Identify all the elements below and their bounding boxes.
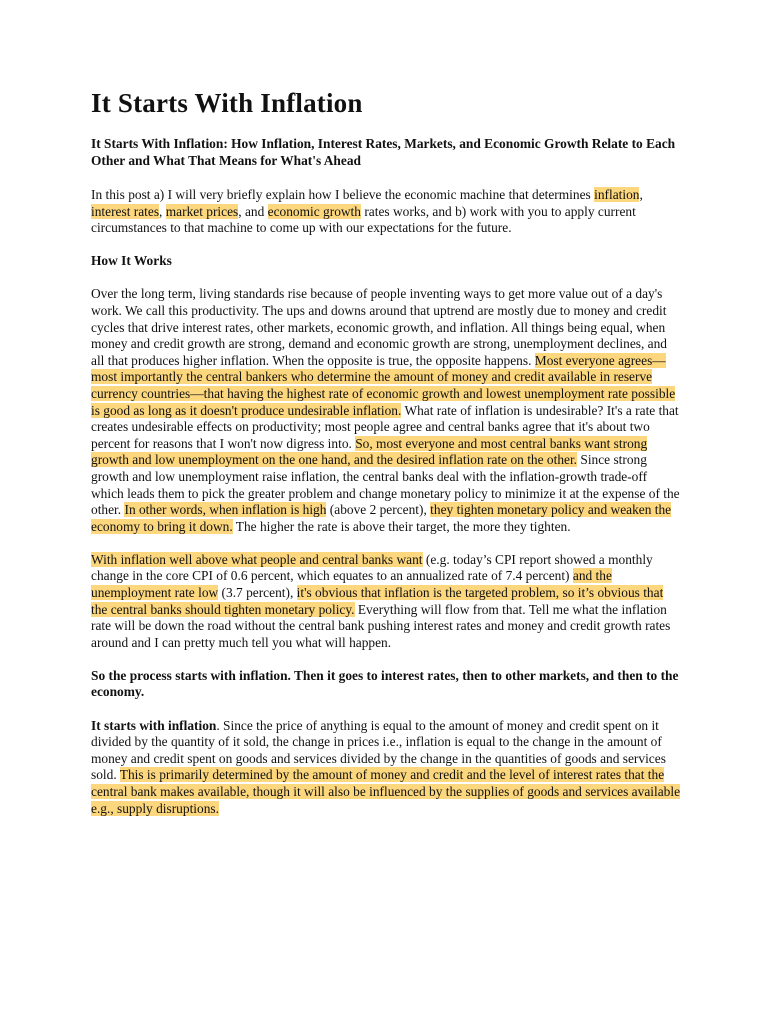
section-heading: How It Works <box>91 253 172 269</box>
page-subtitle: It Starts With Inflation: How Inflation, Interest Rates, Markets, and Economic Growth Relate to Each Other and What That Means for What's Ahead <box>91 136 676 168</box>
intro-text-3: , <box>159 203 166 219</box>
intro-text-1: In this post a) I will very briefly explain how I believe the economic machine that determines <box>91 187 595 202</box>
para1-highlight-4: they tighten monetary policy and weaken the economy to bring it down. <box>91 502 672 534</box>
para1-highlight-1: Most everyone agrees—most importantly the central bankers who determine the amount of money and credit available in reserve currency countries—that having the highest rate of economic growth and lowest unemployment rate possible is good as long as it doesn't produce undesirable inflation. <box>91 352 676 418</box>
para1-text-5: The higher the rate is above their target, the more they tighten. <box>232 518 571 534</box>
highlight-economic-growth: economic growth <box>267 203 361 219</box>
para3-bold-lead: It starts with inflation <box>91 717 217 733</box>
para1-highlight-3: In other words, when inflation is high <box>124 502 327 518</box>
para2-highlight-1: With inflation well above what people and central banks want <box>91 551 423 567</box>
para2-text-1: (e.g. today’s CPI report showed a monthly change in the core CPI of 0.6 percent, which equates to an annualized rate of 7.4 percent) <box>91 551 653 584</box>
highlight-market-prices: market prices <box>165 203 239 219</box>
para1-text-3: Since strong growth and low unemployment raise inflation, the central banks deal with the inflation-growth trade-off which leads them to pick the greater problem and change monetary policy to minimize it at the expense of the other. <box>91 452 680 518</box>
intro-paragraph <box>91 187 681 237</box>
para2-text-3: Everything will flow from that. Tell me what the inflation rate will be down the road without the central bank pushing interest rates and money and credit growth rates around and I can pretty much tell you what will happen. <box>91 601 671 650</box>
body-paragraph-3 <box>91 718 681 818</box>
body-paragraph-2 <box>91 552 681 652</box>
bold-summary-paragraph: So the process starts with inflation. Then it goes to interest rates, then to other markets, and then to the economy. <box>91 667 679 700</box>
para2-text-2: (3.7 percent), <box>218 584 297 600</box>
intro-text-2: , <box>639 187 643 202</box>
page-title: It Starts With Inflation <box>91 88 363 118</box>
body-paragraph-1 <box>91 286 681 535</box>
para2-highlight-3: it's obvious that inflation is the targeted problem, so it’s obvious that the central banks should tighten monetary policy. <box>91 584 664 617</box>
para1-text-4: (above 2 percent), <box>326 502 431 518</box>
highlight-interest-rates: interest rates <box>91 203 160 219</box>
intro-text-4: , and <box>238 203 268 219</box>
para3-text-1: . Since the price of anything is equal to the amount of money and credit spent on it divided by the quantity of it sold, the change in prices i.e., inflation is equal to the change in the amount of money and credit spent on goods and services divided by the change in the quantities of goods and services sold. <box>91 717 666 783</box>
para2-highlight-2: and the unemployment rate low <box>91 568 612 600</box>
document-page <box>91 86 681 834</box>
para1-text-1: Over the long term, living standards rise because of people inventing ways to get more value out of a day's work. We call this productivity. The ups and downs around that uptrend are mostly due to money and credit cycles that drive interest rates, other markets, economic growth, and inflation. All things being equal, when money and credit growth are strong, demand and economic growth are strong, unemployment declines, and all that produces higher inflation. When the opposite is true, the opposite happens. <box>91 286 667 368</box>
highlight-inflation: inflation <box>594 187 640 202</box>
para3-highlight-1: This is primarily determined by the amount of money and credit and the level of interest rates that the central bank makes available, though it will also be influenced by the supplies of goods and services available e.g., supply disruptions. <box>91 767 681 816</box>
para1-text-2: What rate of inflation is undesirable? It's a rate that creates undesirable effects on productivity; most people agree and central banks agree that it's about two percent for reasons that I won't now digress into. <box>91 402 679 451</box>
para1-highlight-2: So, most everyone and most central banks want strong growth and low unemployment on the one hand, and the desired inflation rate on the other. <box>91 435 648 468</box>
intro-text-5: rates works, and b) work with you to apply current circumstances to that machine to come up with our expectations for the future. <box>91 203 636 236</box>
